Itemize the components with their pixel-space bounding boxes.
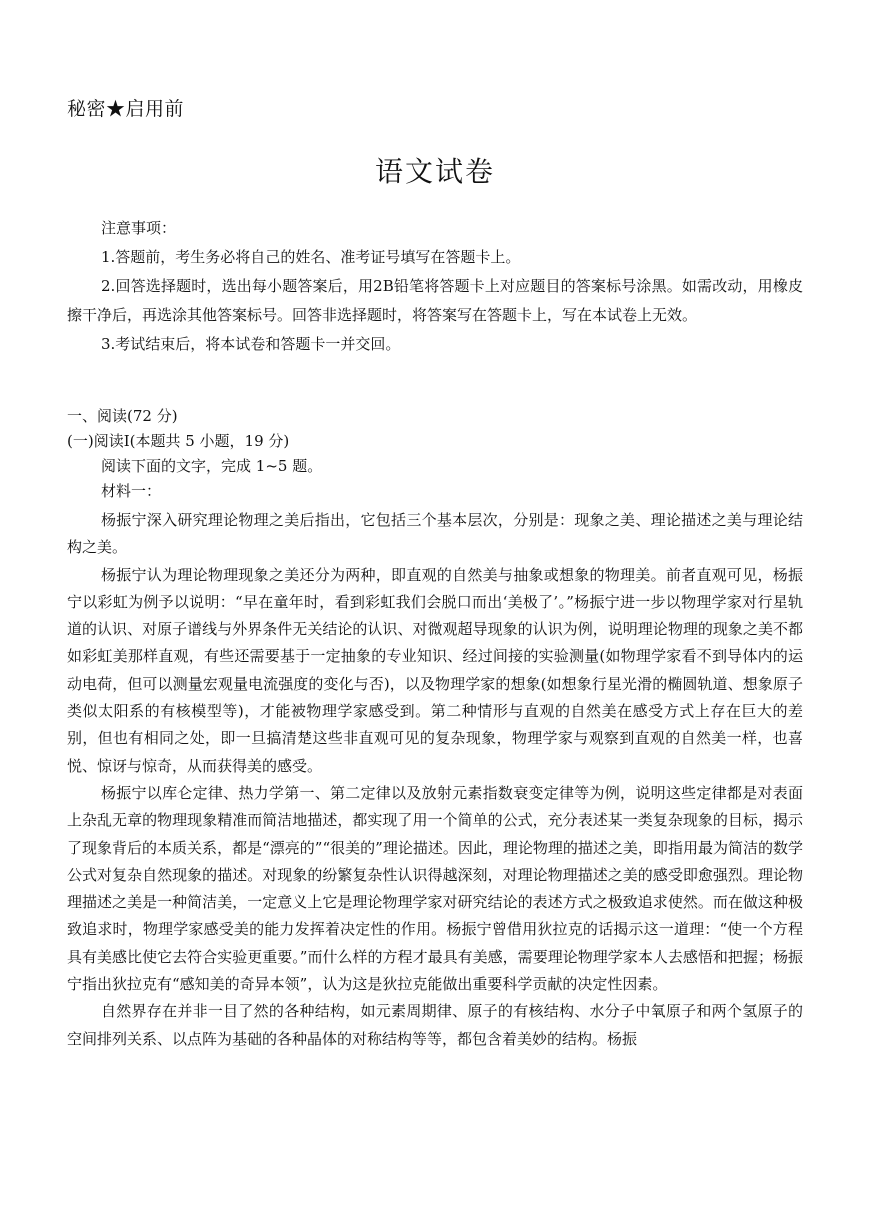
sub-heading: (一)阅读Ⅰ(本题共 5 小题，19 分)	[67, 432, 290, 450]
reading-passage	[67, 507, 803, 1053]
notice-item: 3.考试结束后，将本试卷和答题卡一并交回。	[101, 335, 401, 353]
part-heading: 一、阅读(72 分)	[67, 407, 178, 425]
passage-paragraph: 杨振宁认为理论物理现象之美还分为两种，即直观的自然美与抽象或想象的物理美。前者直观可见，杨振宁以彩虹为例予以说明：“早在童年时，看到彩虹我们会脱口而出‘美极了’。”杨振宁进一步以物理学家对行星轨道的认识、对原子谱线与外界条件无关结论的认识、对微观超导现象的认识为例，说明理论物理的现象之美不都如彩虹美那样直观，有些还需要基于一定抽象的专业知识、经过间接的实验测量(如物理学家看不到导体内的运动电荷，但可以测量宏观量电流强度的变化与否)，以及物理学家的想象(如想象行星光滑的椭圆轨道、想象原子类似太阳系的有核模型等)，才能被物理学家感受到。第二种情形与直观的自然美在感受方式上存在巨大的差别，但也有相同之处，即一旦搞清楚这些非直观可见的复杂现象，物理学家与观察到直观的自然美一样，也喜悦、惊讶与惊奇，从而获得美的感受。	[67, 565, 803, 775]
material-label: 材料一：	[101, 482, 162, 500]
notice-heading: 注意事项：	[101, 219, 177, 237]
passage-paragraph: 杨振宁以库仑定律、热力学第一、第二定律以及放射元素指数衰变定律等为例，说明这些定律都是对表面上杂乱无章的物理现象精准而简洁地描述，都实现了用一个简单的公式，充分表述某一类复杂现象的目标，揭示了现象背后的本质关系，都是“漂亮的”“很美的”理论描述。因此，理论物理的描述之美，即指用最为简洁的数学公式对复杂自然现象的描述。对现象的纷繁复杂性认识得越深刻，对理论物理描述之美的感受即愈强烈。理论物理描述之美是一种简洁美，一定意义上它是理论物理学家对研究结论的表述方式之极致追求使然。而在做这种极致追求时，物理学家感受美的能力发挥着决定性的作用。杨振宁曾借用狄拉克的话揭示这一道理：“使一个方程具有美感比使它去符合实验更重要。”而什么样的方程才最具有美感，需要理论物理学家本人去感悟和把握；杨振宁指出狄拉克有“感知美的奇异本领”，认为这是狄拉克能做出重要科学贡献的决定性因素。	[67, 783, 803, 994]
notice-item: 2.回答选择题时，选出每小题答案后，用2B铅笔将答题卡上对应题目的答案标号涂黑。如需改动，用橡皮擦干净后，再选涂其他答案标号。回答非选择题时，将答案写在答题卡上，写在本试卷上无效。	[67, 277, 803, 324]
notice-block	[67, 214, 803, 359]
passage-paragraph: 杨振宁深入研究理论物理之美后指出，它包括三个基本层次，分别是：现象之美、理论描述之美与理论结构之美。	[67, 511, 803, 557]
section-header	[67, 404, 803, 504]
confidential-label: 秘密★启用前	[67, 98, 185, 120]
passage-paragraph: 自然界存在并非一目了然的各种结构，如元素周期律、原子的有核结构、水分子中氧原子和两个氢原子的空间排列关系、以点阵为基础的各种晶体的对称结构等等，都包含着美妙的结构。杨振	[67, 1002, 803, 1048]
notice-item: 1.答题前，考生务必将自己的姓名、准考证号填写在答题卡上。	[101, 248, 521, 266]
instruction: 阅读下面的文字，完成 1~5 题。	[101, 457, 323, 475]
page-title: 语文试卷	[374, 155, 495, 188]
